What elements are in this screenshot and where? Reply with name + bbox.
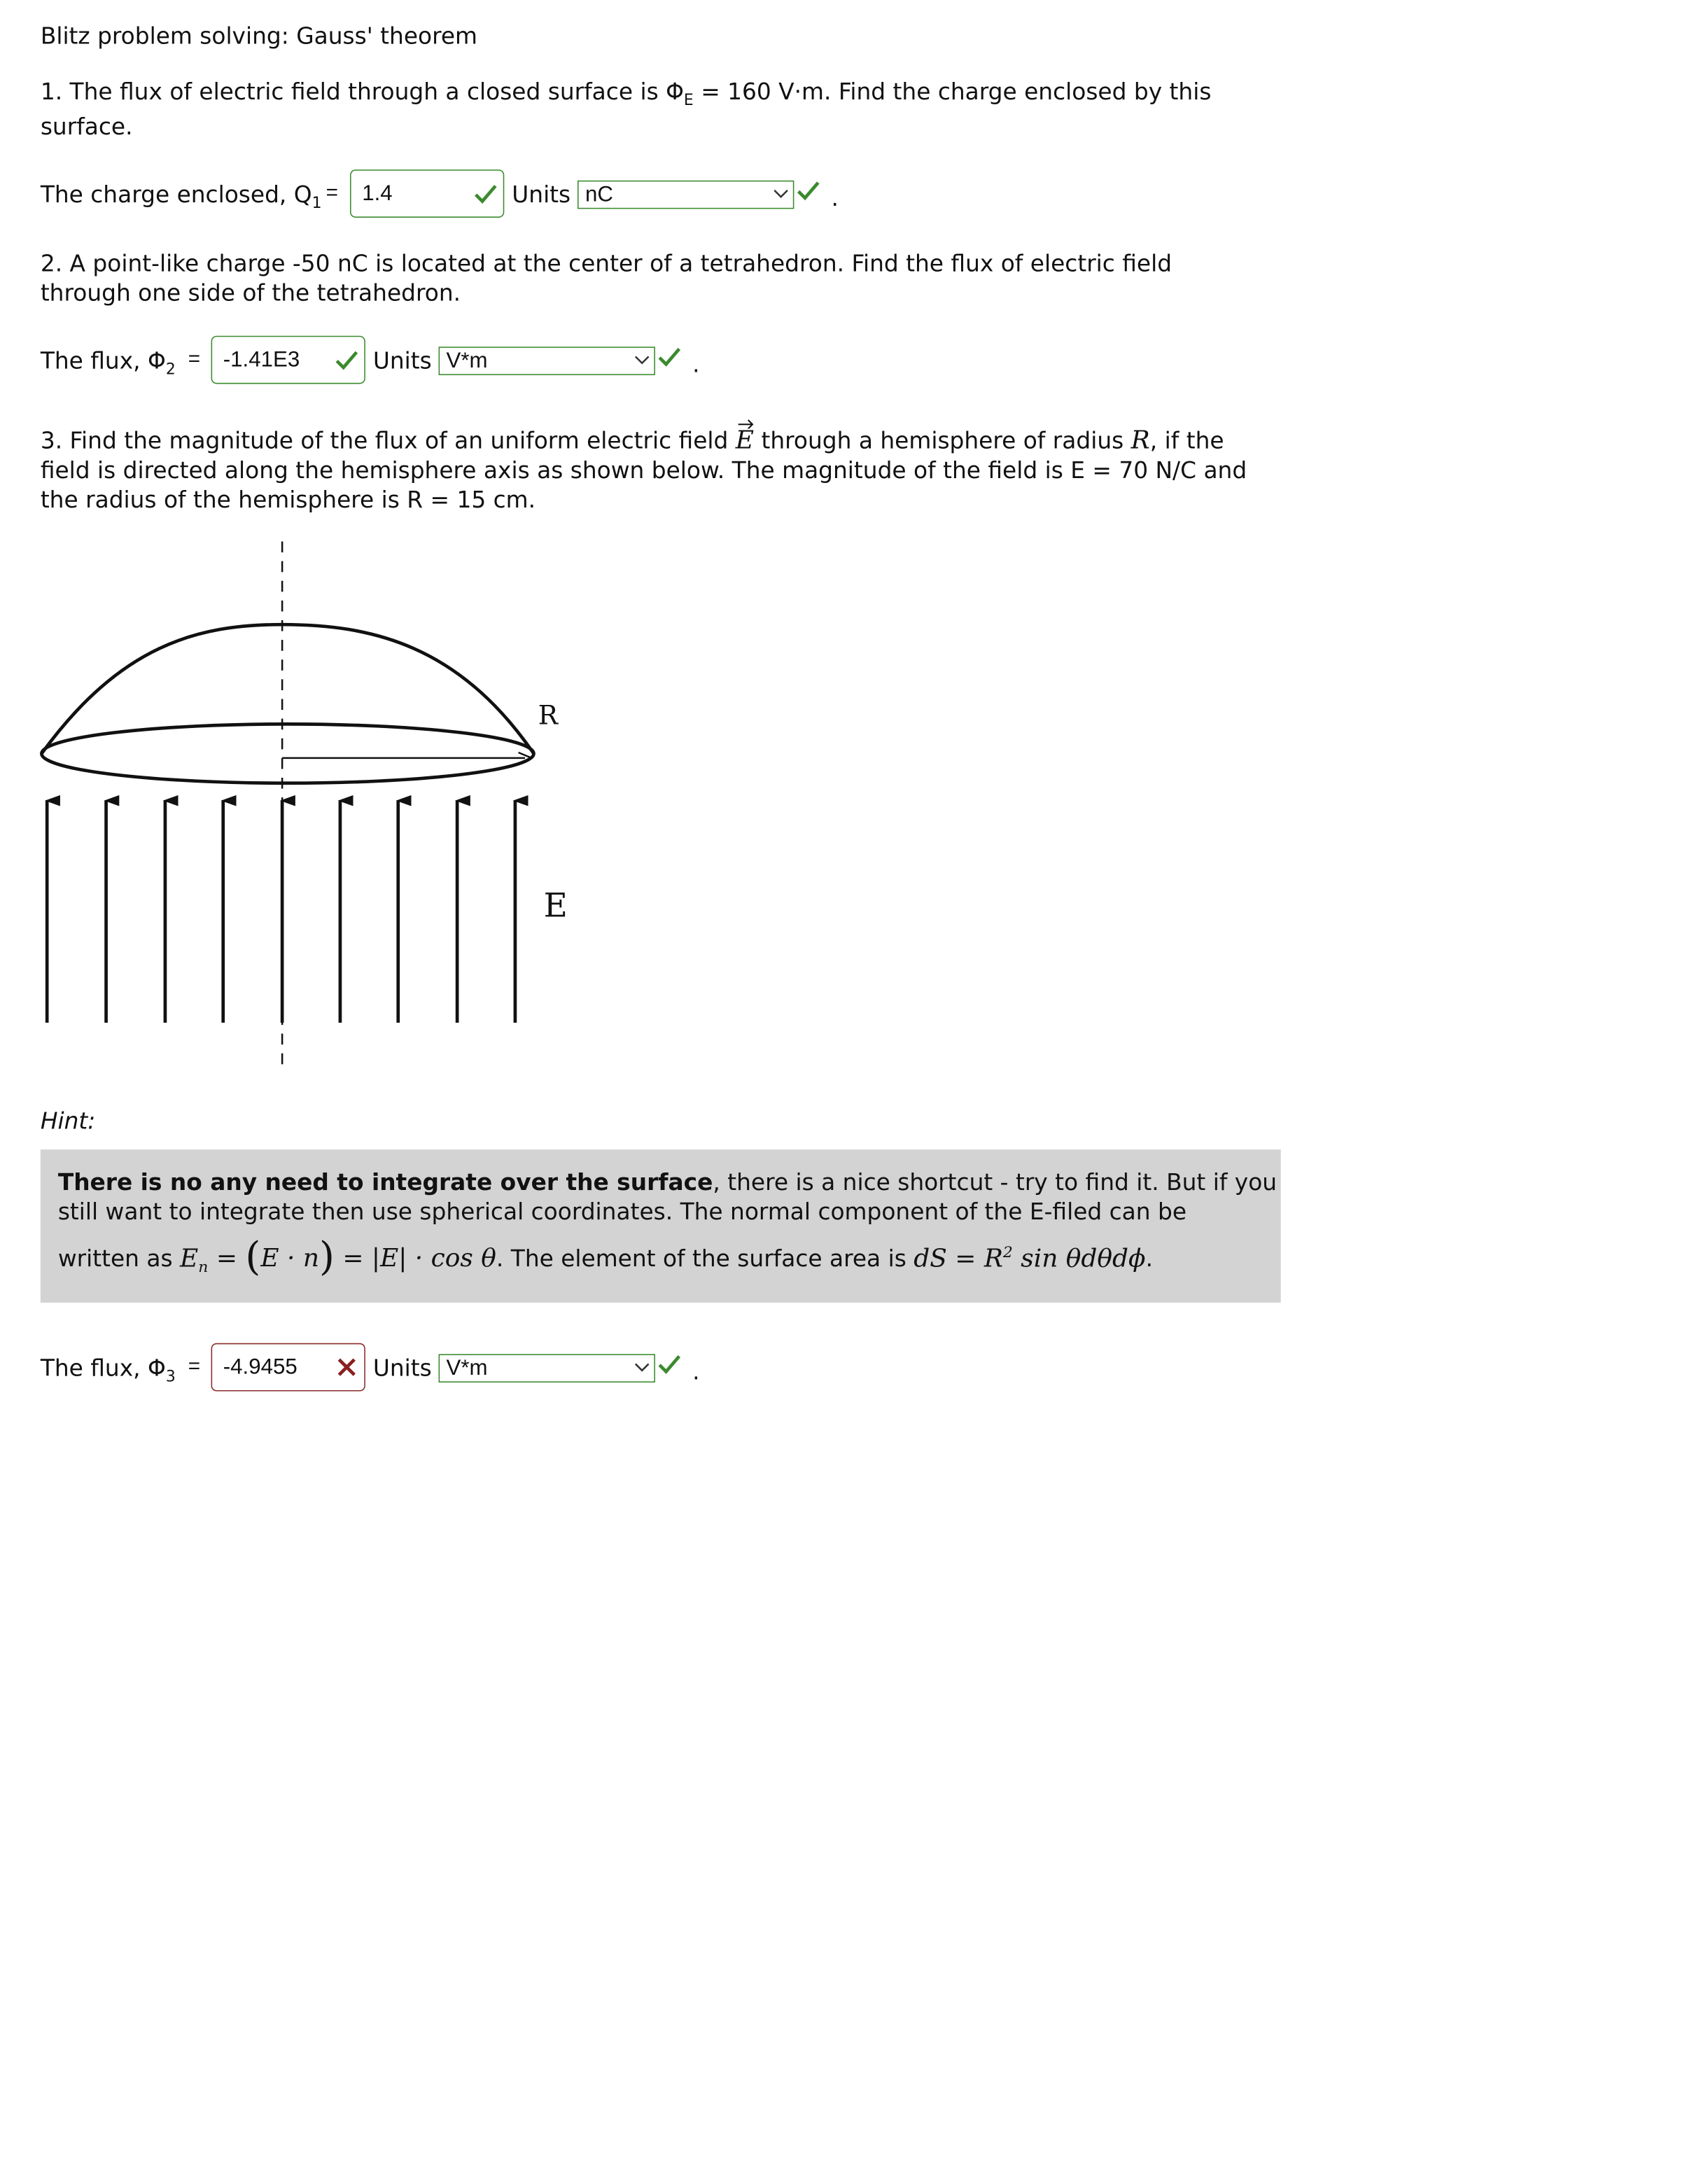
hint-formula-sin: sin θdθdϕ xyxy=(1012,1244,1146,1273)
q1-answer-input[interactable] xyxy=(362,181,461,206)
q3-vector-e xyxy=(736,426,754,455)
q3-answer-input[interactable] xyxy=(223,1355,322,1380)
q2-statement-line1: 2. A point-like charge -50 nC is located at the center of a tetrahedron. Find the flux of electric field xyxy=(40,250,1172,277)
hint-formula-sup: 2 xyxy=(1002,1243,1013,1261)
q2-label-text: The flux, Φ xyxy=(40,347,166,374)
check-icon xyxy=(657,344,683,370)
q3-radius-r: R xyxy=(1130,426,1150,455)
q1-label-sub: 1 xyxy=(312,195,322,213)
q3-units-value: V*m xyxy=(446,1356,488,1380)
q1-units-select[interactable] xyxy=(578,181,794,209)
hint-line3a: written as xyxy=(57,1245,181,1272)
q3-label-sub: 3 xyxy=(165,1368,176,1386)
hint-label: Hint: xyxy=(40,1107,96,1135)
q2-units-value: V*m xyxy=(446,349,488,373)
hint-formula-dot: E · n xyxy=(260,1244,320,1273)
q2-statement-line2: through one side of the tetrahedron. xyxy=(40,280,461,307)
check-icon xyxy=(334,346,360,373)
q3-line1b: through a hemisphere of radius xyxy=(754,427,1131,454)
q1-label-text: The charge enclosed, Q xyxy=(40,181,312,208)
hint-formula-ds-text: dS = R xyxy=(913,1244,1003,1273)
q2-label-sub: 2 xyxy=(165,360,176,379)
hint-formula-en xyxy=(180,1244,209,1276)
q2-units-label: Units xyxy=(372,347,432,374)
q2-dot: . xyxy=(692,351,700,378)
figure-label-r: R xyxy=(538,699,558,731)
q3-line1a: 3. Find the magnitude of the flux of an uniform electric field xyxy=(40,427,736,454)
hint-line3b: . The element of the surface area is xyxy=(496,1245,914,1272)
cross-icon xyxy=(334,1354,360,1380)
check-icon xyxy=(795,177,822,204)
q3-statement-line2: field is directed along the hemisphere axis as shown below. The magnitude of the field is E = 70 N/C and xyxy=(40,457,1247,484)
q3-line1c: , if the xyxy=(1149,427,1224,454)
hemisphere-figure xyxy=(33,536,591,1072)
q3-dot: . xyxy=(692,1358,700,1385)
chevron-down-icon xyxy=(634,1359,651,1376)
q1-dot: . xyxy=(831,185,839,211)
paren-close-icon: ) xyxy=(319,1234,335,1280)
q2-label xyxy=(40,346,176,379)
hint-formula-cos: = |E| · cos θ xyxy=(334,1244,496,1273)
q1-text-a: 1. The flux of electric field through a closed surface is Φ xyxy=(40,78,684,105)
check-icon xyxy=(472,181,499,207)
hint-formula-ds xyxy=(913,1245,1145,1273)
q3-label xyxy=(40,1354,176,1386)
hint-rest1: , there is a nice shortcut - try to find it. But if you xyxy=(713,1169,1278,1196)
hint-line3 xyxy=(57,1234,1154,1280)
q2-units-select[interactable] xyxy=(439,346,655,375)
q1-units-label: Units xyxy=(512,181,571,208)
q1-units-value: nC xyxy=(584,182,613,207)
hint-line1 xyxy=(58,1168,1277,1198)
q3-statement-line1 xyxy=(41,426,1224,456)
q1-answer-field[interactable] xyxy=(350,169,504,218)
q2-equals: = xyxy=(188,347,201,371)
q1-text-a-sub: E xyxy=(683,92,694,110)
q1-statement-line1 xyxy=(40,78,1212,110)
field-arrows xyxy=(47,801,515,1023)
hint-line3c: . xyxy=(1145,1245,1154,1272)
hint-box xyxy=(41,1149,1281,1303)
q2-answer-input[interactable] xyxy=(223,348,322,373)
vector-arrow-icon xyxy=(736,418,754,429)
q2-answer-field[interactable] xyxy=(211,336,365,384)
chevron-down-icon xyxy=(772,185,790,202)
q3-units-select[interactable] xyxy=(439,1354,655,1382)
q3-units-label: Units xyxy=(372,1354,432,1382)
chevron-down-icon xyxy=(634,351,651,369)
check-icon xyxy=(657,1351,683,1378)
q1-label xyxy=(40,181,322,213)
q3-label-text: The flux, Φ xyxy=(40,1354,166,1382)
q3-statement-line3: the radius of the hemisphere is R = 15 cm. xyxy=(40,486,536,513)
hemisphere-base xyxy=(41,724,533,783)
hint-formula-e: E xyxy=(180,1244,199,1273)
q3-answer-field[interactable] xyxy=(211,1343,365,1392)
q1-statement-line2: surface. xyxy=(40,113,133,140)
hint-bold: There is no any need to integrate over the surface xyxy=(57,1169,713,1196)
hemisphere-dome xyxy=(41,624,533,753)
q3-vector-e-letter: E xyxy=(735,426,755,455)
hint-formula-n: n xyxy=(198,1258,209,1276)
q1-equals: = xyxy=(326,181,338,205)
figure-label-e: E xyxy=(543,886,568,925)
q1-text-b: = 160 V·m. Find the charge enclosed by this xyxy=(693,78,1212,105)
paren-open-icon: ( xyxy=(245,1234,261,1280)
hint-line2: still want to integrate then use spherical coordinates. The normal component of the E-filed can be xyxy=(57,1198,1187,1225)
q3-equals: = xyxy=(188,1354,201,1378)
page-title: Blitz problem solving: Gauss' theorem xyxy=(40,22,478,50)
hint-formula-eq: = xyxy=(208,1244,246,1273)
